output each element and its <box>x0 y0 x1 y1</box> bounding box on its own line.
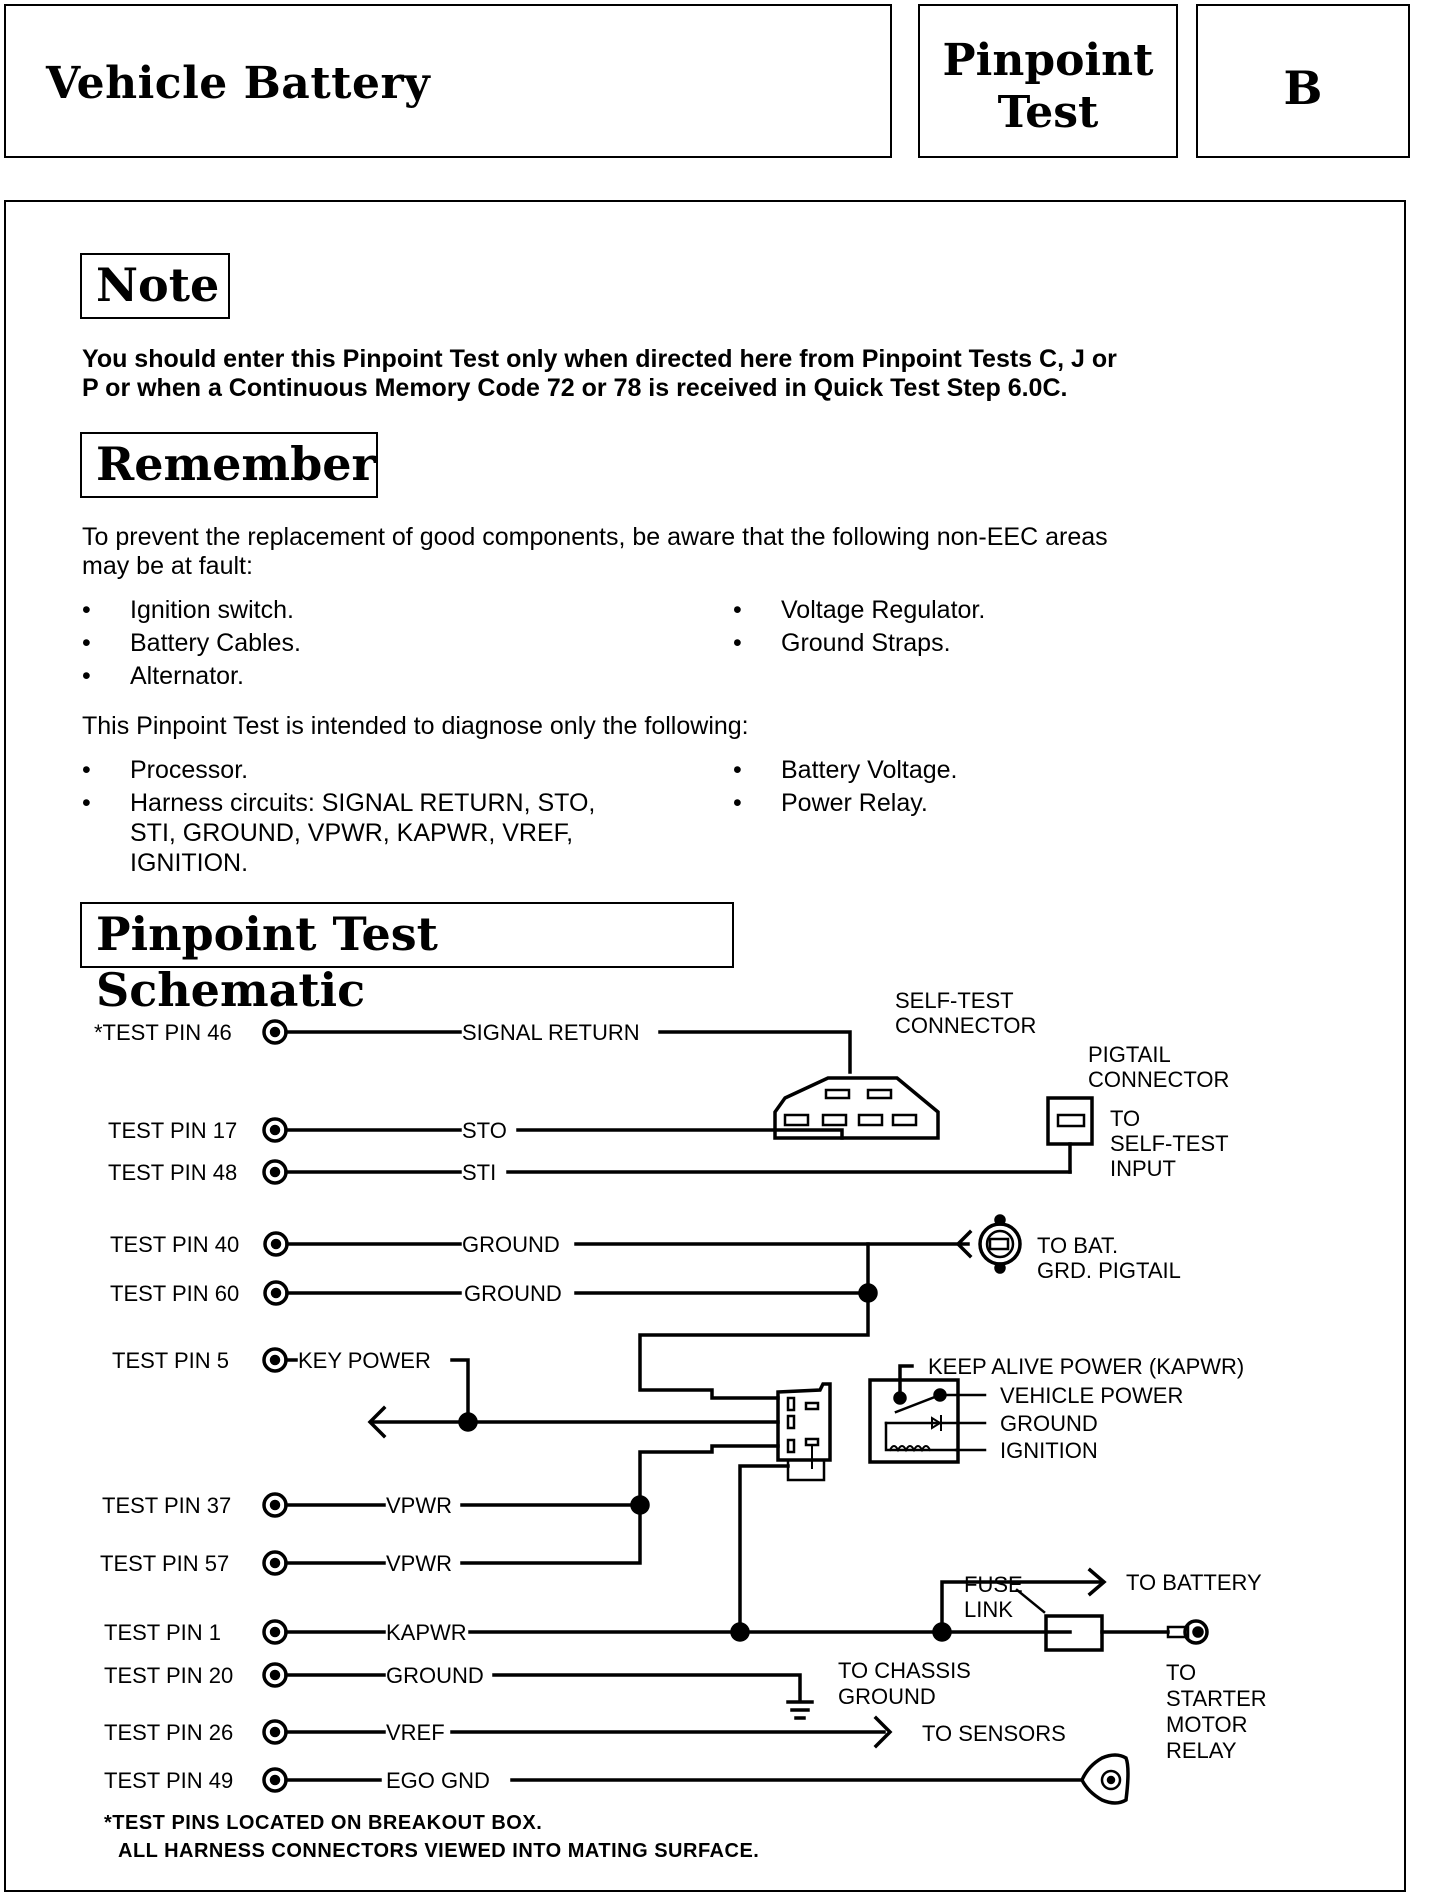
to-bat-grd-pigtail-label: GRD. PIGTAIL <box>1037 1258 1181 1283</box>
pin-17 <box>108 1118 842 1143</box>
relay-ignition-label: IGNITION <box>1000 1438 1098 1463</box>
junction-dot <box>460 1414 476 1430</box>
pin-label: TEST PIN 37 <box>102 1493 232 1518</box>
terminal-dot <box>272 1169 279 1176</box>
pin-46 <box>94 1020 850 1072</box>
to-chassis-ground-label: GROUND <box>838 1684 936 1709</box>
relay-ground-label: GROUND <box>1000 1411 1098 1436</box>
ring-terminal-icon <box>1168 1621 1207 1643</box>
wire <box>740 1466 788 1632</box>
wire <box>462 1505 640 1563</box>
remember-intro-line1: To prevent the replacement of good components, be aware that the following non-EEC areas <box>82 523 1108 551</box>
bullet-icon: • <box>733 629 742 657</box>
pin-26 <box>104 1718 890 1746</box>
circuit-label: VPWR <box>386 1551 452 1576</box>
pigtail-connector-label: PIGTAIL <box>1088 1042 1171 1067</box>
circuit-label: GROUND <box>386 1663 484 1688</box>
header-title-box <box>4 4 892 158</box>
terminal-dot <box>272 1560 279 1567</box>
note-text-line2: P or when a Continuous Memory Code 72 or 78 is received in Quick Test Step 6.0C. <box>82 374 1068 402</box>
power-relay-symbol-icon <box>870 1366 985 1462</box>
self-test-connector-label: SELF-TEST <box>895 988 1014 1013</box>
to-starter-motor-relay-label: MOTOR <box>1166 1712 1248 1737</box>
pin-49 <box>104 1768 1082 1793</box>
test-letter: B <box>1283 61 1323 115</box>
note-heading: Note <box>80 253 230 319</box>
terminal-dot <box>272 1127 279 1134</box>
fuse-link-label: FUSE <box>964 1572 1023 1597</box>
pin-label: TEST PIN 57 <box>100 1551 230 1576</box>
to-battery-label: TO BATTERY <box>1126 1570 1262 1595</box>
circuit-label: KAPWR <box>386 1620 467 1645</box>
diagnose-intro: This Pinpoint Test is intended to diagnose only the following: <box>82 712 749 740</box>
pin-label: TEST PIN 60 <box>110 1281 240 1306</box>
pin-label: TEST PIN 48 <box>108 1160 238 1185</box>
bullet-icon: • <box>82 789 91 817</box>
to-self-test-input-label: INPUT <box>1110 1156 1176 1181</box>
circuit-label: STO <box>462 1118 507 1143</box>
junction-dot <box>732 1624 748 1640</box>
pin-20 <box>104 1663 800 1700</box>
test-type-line2: Test <box>997 87 1099 138</box>
footnote-line1: *TEST PINS LOCATED ON BREAKOUT BOX. <box>104 1812 543 1834</box>
ego-ground-terminal-icon <box>1082 1755 1128 1803</box>
page-title: Vehicle Battery <box>46 58 431 109</box>
terminal-dot <box>273 1241 280 1248</box>
pin-label: TEST PIN 5 <box>112 1348 229 1373</box>
pin-5 <box>112 1348 778 1436</box>
circuit-label: VPWR <box>386 1493 452 1518</box>
terminal-dot <box>272 1502 279 1509</box>
pin-label: TEST PIN 49 <box>104 1768 234 1793</box>
wire <box>640 1446 778 1505</box>
to-self-test-input-label: SELF-TEST <box>1110 1131 1229 1156</box>
footnote-line2: ALL HARNESS CONNECTORS VIEWED INTO MATING SURFACE. <box>118 1840 760 1862</box>
relay-kapwr-label: KEEP ALIVE POWER (KAPWR) <box>928 1354 1245 1379</box>
terminal-dot <box>272 1357 279 1364</box>
circuit-label: EGO GND <box>386 1768 490 1793</box>
pin-37 <box>102 1493 648 1518</box>
fuse-link-label: LINK <box>964 1597 1013 1622</box>
pin-label: TEST PIN 17 <box>108 1118 238 1143</box>
note-text-line1: You should enter this Pinpoint Test only when directed here from Pinpoint Tests C, J or <box>82 345 1117 373</box>
terminal-dot <box>272 1777 279 1784</box>
bullet-icon: • <box>82 756 91 784</box>
circuit-label: GROUND <box>464 1281 562 1306</box>
schematic-heading: Pinpoint Test Schematic <box>80 902 734 968</box>
pigtail-connector-icon <box>1048 1098 1092 1172</box>
terminal-dot <box>272 1029 279 1036</box>
to-starter-motor-relay-label: STARTER <box>1166 1686 1267 1711</box>
terminal-dot <box>272 1629 279 1636</box>
pin-48 <box>108 1160 1070 1185</box>
header-test-letter-box <box>1196 4 1410 158</box>
pigtail-connector-label: CONNECTOR <box>1088 1067 1230 1092</box>
to-chassis-ground-label: TO CHASSIS <box>838 1658 971 1683</box>
circuit-label: STI <box>462 1160 497 1185</box>
chassis-ground-icon <box>788 1702 812 1718</box>
to-bat-grd-pigtail-label: TO BAT. <box>1037 1233 1119 1258</box>
to-starter-motor-relay-label: RELAY <box>1166 1738 1237 1763</box>
pin-label: *TEST PIN 46 <box>94 1020 232 1045</box>
circuit-label: GROUND <box>462 1232 560 1257</box>
wire <box>640 1293 868 1398</box>
fuse-link-pointer <box>1017 1590 1044 1612</box>
to-starter-motor-relay-label: TO <box>1166 1660 1197 1685</box>
bullet-icon: • <box>82 596 91 624</box>
pin-label: TEST PIN 1 <box>104 1620 221 1645</box>
header-test-type-box <box>918 4 1178 158</box>
bullet-icon: • <box>733 596 742 624</box>
bullet-icon: • <box>733 789 742 817</box>
terminal-dot <box>272 1672 279 1679</box>
pin-1 <box>104 1620 1070 1645</box>
circuit-label: SIGNAL RETURN <box>462 1020 640 1045</box>
self-test-connector-label: CONNECTOR <box>895 1013 1037 1038</box>
to-self-test-input-label: TO <box>1110 1106 1141 1131</box>
circuit-label: VREF <box>386 1720 445 1745</box>
wire <box>494 1675 800 1700</box>
pin-label: TEST PIN 20 <box>104 1663 234 1688</box>
test-type-line1: Pinpoint <box>942 35 1154 86</box>
pin-label: TEST PIN 26 <box>104 1720 234 1745</box>
relay-vehicle-power-label: VEHICLE POWER <box>1000 1383 1184 1408</box>
terminal-dot <box>273 1290 280 1297</box>
pin-label: TEST PIN 40 <box>110 1232 240 1257</box>
to-sensors-label: TO SENSORS <box>922 1721 1066 1746</box>
bullet-icon: • <box>733 756 742 784</box>
circuit-label: KEY POWER <box>298 1348 431 1373</box>
remember-intro-line2: may be at fault: <box>82 552 253 580</box>
pin-40 <box>110 1232 968 1257</box>
bullet-icon: • <box>82 629 91 657</box>
pinpoint-test-schematic <box>0 960 1440 1840</box>
terminal-dot <box>272 1729 279 1736</box>
remember-heading: Remember <box>80 432 378 498</box>
wire <box>660 1032 850 1072</box>
bullet-icon: • <box>82 662 91 690</box>
